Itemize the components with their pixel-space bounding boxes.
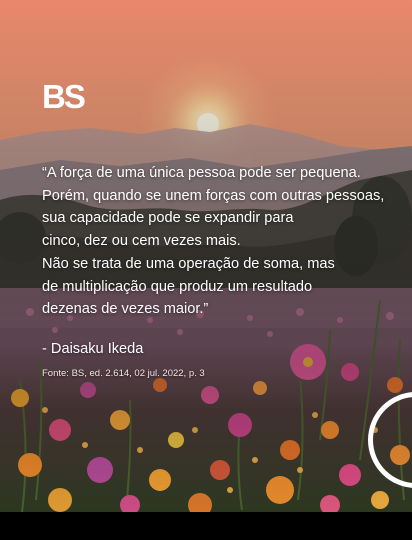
quote-source: Fonte: BS, ed. 2.614, 02 jul. 2022, p. 3 [42, 368, 205, 379]
brand-logo: BS [42, 78, 84, 115]
quote-line: cinco, dez ou cem vezes mais. [42, 233, 241, 250]
quote-line: Não se trata de uma operação de soma, mas [42, 255, 335, 272]
quote-line: de multiplicação que produz um resultado [42, 278, 313, 295]
quote-line: “A força de uma única pessoa pode ser pequena. [42, 165, 361, 181]
quote-line: dezenas de vezes maior.” [42, 301, 209, 318]
quote-line: sua capacidade pode se expandir para [42, 210, 294, 227]
quote-line: Porém, quando se unem forças com outras pessoas, [42, 187, 385, 204]
quote-text [42, 162, 392, 321]
quote-author: - Daisaku Ikeda [42, 341, 144, 357]
bottom-bar [0, 512, 412, 540]
